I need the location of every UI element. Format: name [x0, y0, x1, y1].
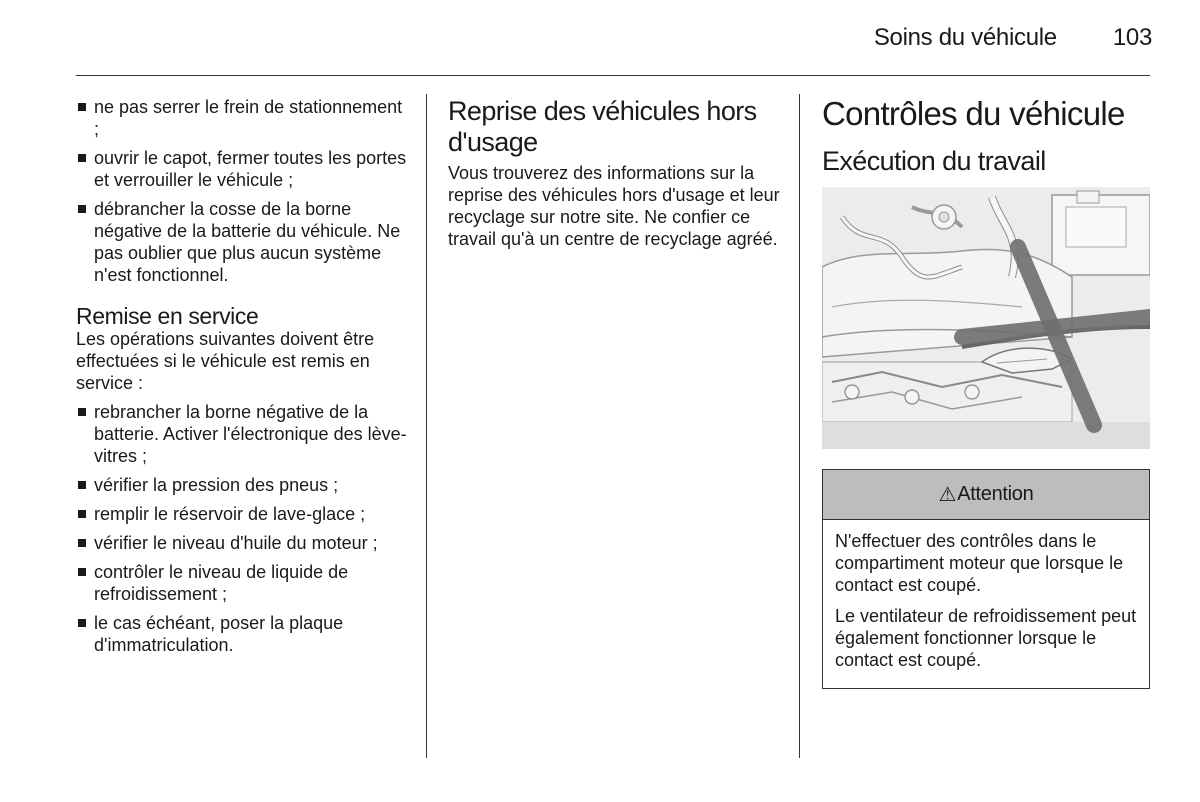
- list-item: le cas échéant, poser la plaque d'immatriculation.: [76, 612, 408, 656]
- vehicle-checks-title: Contrôles du véhicule: [822, 95, 1125, 132]
- attention-header: [823, 470, 1149, 520]
- column-divider-2: [799, 94, 800, 758]
- list-item: rebrancher la borne négative de la batterie. Activer l'électronique des lève-vitres ;: [76, 401, 408, 467]
- section-title: Soins du véhicule: [873, 24, 1057, 51]
- remise-en-service-intro: Les opérations suivantes doivent être effectuées si le véhicule est remis en service :: [76, 329, 375, 393]
- list-item: contrôler le niveau de liquide de refroidissement ;: [76, 561, 408, 605]
- engine-bay-illustration: [822, 187, 1150, 449]
- attention-label: Attention: [957, 483, 1034, 505]
- recycling-body: Vous trouverez des informations sur la reprise des véhicules hors d'usage et leur recyclage sur notre site. Ne confier ce travail qu'à un centre de recyclage agréé.: [448, 163, 780, 249]
- middle-column: [448, 96, 782, 257]
- execution-subtitle: Exécution du travail: [822, 146, 1046, 176]
- left-column: [76, 96, 408, 663]
- engine-bay-drawing: [822, 187, 1150, 449]
- list-item: débrancher la cosse de la borne négative de la batterie du véhicule. Ne pas oublier que plus aucun système n'est fonctionnel.: [76, 198, 408, 286]
- recycling-heading: Reprise des véhicules hors d'usage: [448, 96, 757, 157]
- warning-triangle-icon: ⚠: [938, 484, 957, 506]
- list-item: vérifier la pression des pneus ;: [76, 474, 408, 496]
- column-divider-1: [426, 94, 427, 758]
- remise-en-service-heading: Remise en service: [76, 303, 259, 329]
- page-header: [0, 24, 1152, 52]
- right-column: [822, 96, 1152, 689]
- list-item: remplir le réservoir de lave-glace ;: [76, 503, 408, 525]
- service-bullet-list: [76, 401, 408, 656]
- attention-box: [822, 469, 1150, 689]
- attention-paragraph: N'effectuer des contrôles dans le compartiment moteur que lorsque le contact est coupé.: [835, 531, 1124, 595]
- header-rule: [76, 75, 1150, 76]
- list-item: ouvrir le capot, fermer toutes les portes et verrouiller le véhicule ;: [76, 147, 408, 191]
- page-number: 103: [1112, 24, 1152, 51]
- prep-bullet-list: [76, 96, 408, 286]
- list-item: ne pas serrer le frein de stationnement ;: [76, 96, 408, 140]
- attention-paragraph: Le ventilateur de refroidissement peut également fonctionner lorsque le contact est coupé.: [835, 606, 1137, 670]
- list-item: vérifier le niveau d'huile du moteur ;: [76, 532, 408, 554]
- attention-body: [823, 520, 1149, 688]
